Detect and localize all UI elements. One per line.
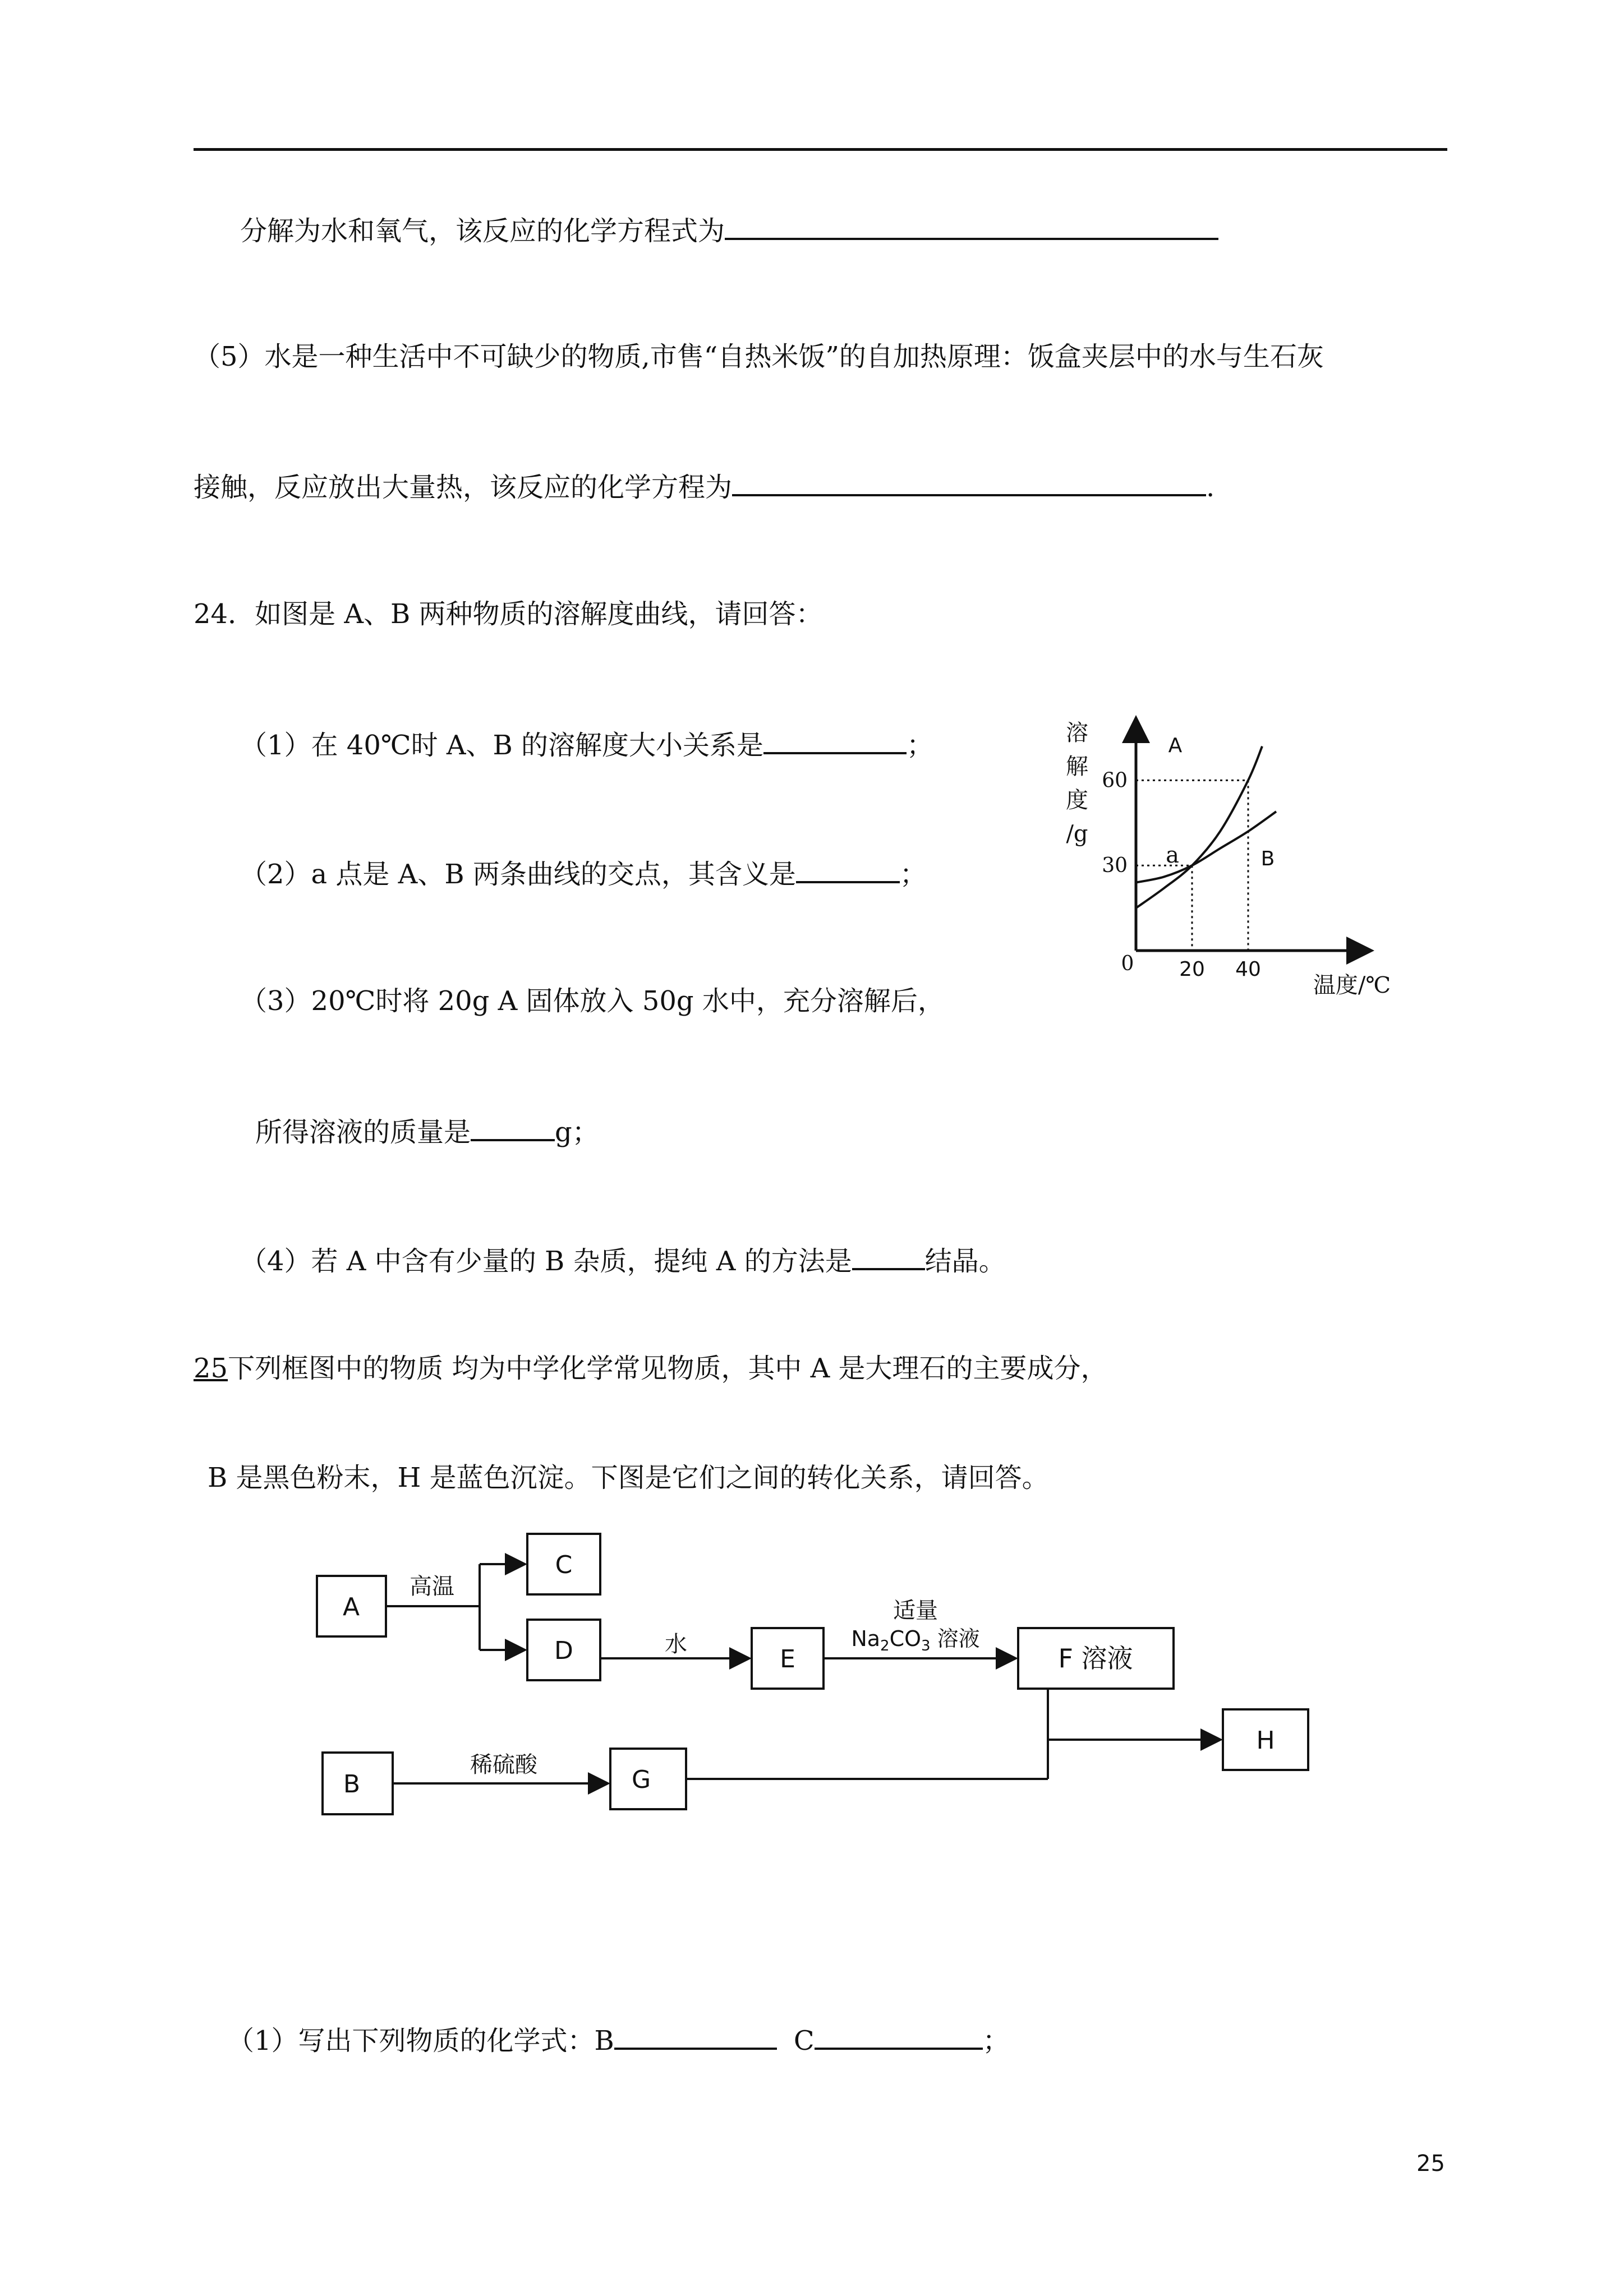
- x-tick-20: 20: [1179, 958, 1205, 981]
- node-F-box: [1018, 1628, 1174, 1689]
- series-B-label: B: [1260, 847, 1275, 871]
- node-E-label: E: [780, 1645, 795, 1673]
- y-axis-label-0: 溶: [1066, 720, 1088, 746]
- question-24: 24．如图是 A、B 两种物质的溶解度曲线，请回答：: [194, 598, 823, 630]
- page-number: 25: [1416, 2151, 1445, 2177]
- q24-part-2: （2）a 点是 A、B 两条曲线的交点，其含义是 ；: [240, 855, 927, 891]
- q25-part-1: （1）写出下列物质的化学式：B C ；: [227, 2022, 1010, 2058]
- node-G-box: [610, 1749, 686, 1809]
- node-H-label: H: [1256, 1726, 1275, 1755]
- answer-blank-1[interactable]: [725, 212, 1218, 240]
- answer-blank-24-3[interactable]: [471, 1113, 555, 1141]
- edge-label-gaowen: 高温: [410, 1574, 454, 1599]
- y-axis-label-2: 度: [1066, 787, 1088, 813]
- guide-line-2: [1136, 865, 1192, 951]
- q24-part-4: （4）若 A 中含有少量的 B 杂质，提纯 A 的方法是 结晶。: [240, 1242, 1006, 1278]
- node-A-label: A: [342, 1593, 360, 1621]
- node-G-label: G: [631, 1765, 651, 1794]
- y-tick-30: 30: [1102, 854, 1128, 878]
- x-tick-40: 40: [1235, 958, 1261, 981]
- line-1: 分解为水和氧气，该反应的化学方程式为: [240, 212, 1218, 248]
- node-C-box: [527, 1534, 600, 1594]
- x-tick-0: 0: [1121, 952, 1134, 975]
- series-A-label: A: [1168, 734, 1183, 757]
- chart-plot-area: [1066, 720, 1391, 998]
- x-axis-label: 温度/℃: [1313, 972, 1391, 998]
- question-25: 25下列框图中的物质 均为中学化学常见物质，其中 A 是大理石的主要成分，: [194, 1353, 1108, 1384]
- node-D-label: D: [554, 1636, 573, 1665]
- y-tick-60: 60: [1102, 769, 1128, 792]
- question-25-b: B 是黑色粉末，H 是蓝色沉淀。下图是它们之间的转化关系，请回答。: [208, 1462, 1049, 1493]
- q24-part-1: （1）在 40℃时 A、B 的溶解度大小关系是 ；: [240, 726, 933, 762]
- intersection-label-a: a: [1166, 842, 1179, 869]
- node-E-box: [752, 1628, 823, 1689]
- q24-part-3b: 所得溶液的质量是 g；: [255, 1113, 599, 1149]
- q24-part-3: （3）20℃时将 20g A 固体放入 50g 水中，充分溶解后，: [240, 985, 945, 1017]
- flow-diagram: [317, 1534, 1308, 1814]
- answer-blank-24-1[interactable]: [763, 726, 907, 754]
- node-A-box: [317, 1576, 386, 1636]
- edge-label-shui: 水: [665, 1631, 687, 1657]
- y-axis-label-1: 解: [1066, 754, 1088, 780]
- series-B-line: [1136, 812, 1276, 883]
- header-rule: [194, 148, 1447, 151]
- node-H-box: [1223, 1709, 1308, 1770]
- line-2: （5）水是一种生活中不可缺少的物质,市售“自热米饭”的自加热原理：饭盒夹层中的水与生石灰: [194, 341, 1324, 372]
- answer-blank-25-b[interactable]: [614, 2022, 777, 2050]
- edge-label-xiliusuan: 稀硫酸: [470, 1752, 537, 1778]
- answer-blank-25-c[interactable]: [815, 2022, 983, 2050]
- node-B-label: B: [343, 1770, 361, 1799]
- node-D-box: [527, 1620, 600, 1680]
- line-3: 接触，反应放出大量热，该反应的化学方程为 .: [194, 468, 1214, 504]
- edge-label-na2co3: $Na_2CO_3$ 溶液: [851, 1626, 980, 1654]
- edge-label-shiliang: 适量: [893, 1598, 938, 1624]
- guide-line-1: [1136, 780, 1248, 951]
- y-axis-label-3: /g: [1066, 821, 1088, 847]
- answer-blank-2[interactable]: [732, 468, 1206, 496]
- answer-blank-24-4[interactable]: [852, 1242, 925, 1270]
- node-C-label: C: [555, 1551, 573, 1579]
- series-A-line: [1136, 746, 1262, 908]
- node-F-label: F 溶液: [1058, 1643, 1133, 1673]
- answer-blank-24-2[interactable]: [796, 855, 900, 883]
- node-B-box: [323, 1753, 393, 1814]
